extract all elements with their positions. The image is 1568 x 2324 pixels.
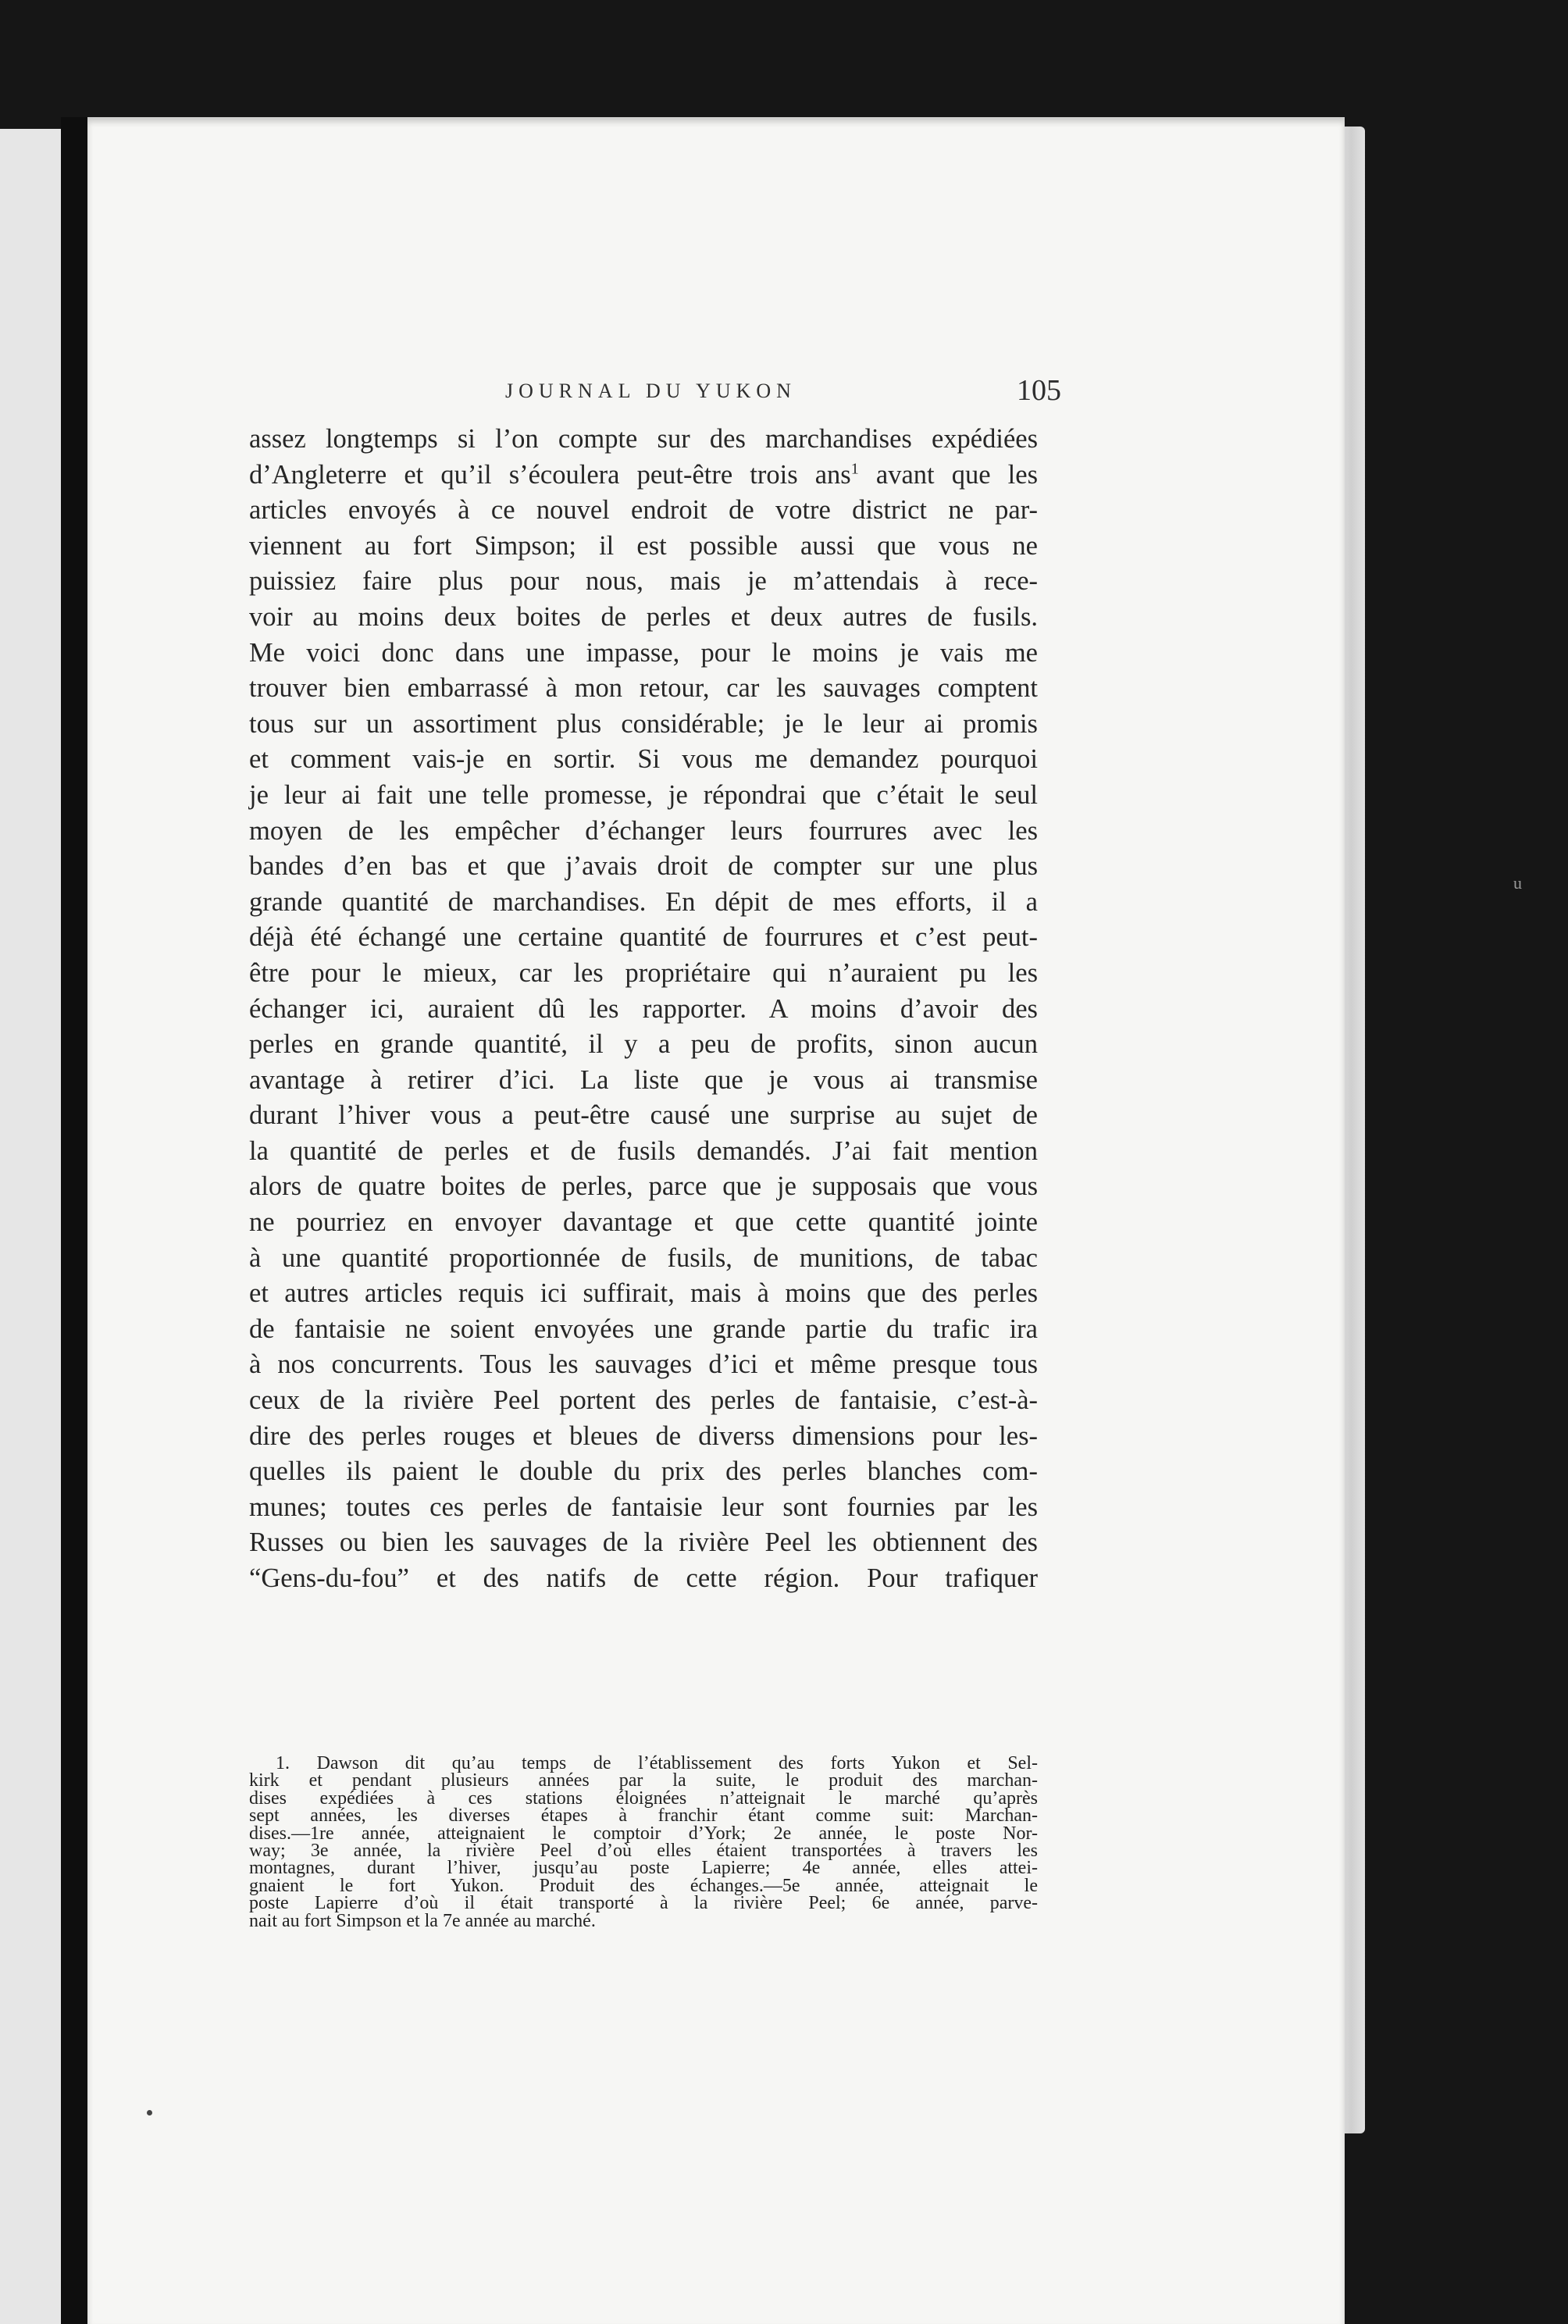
body-line: perles en grande quantité, il y a peu de profits, sinon aucun — [249, 1029, 1038, 1060]
body-line: et comment vais-je en sortir. Si vous me demandez pourquoi — [249, 744, 1038, 775]
footnote-line: way; 3e année, la rivière Peel d’où elles étaient transportées à travers les — [249, 1841, 1038, 1862]
body-line: quelles ils paient le double du prix des perles blanches com- — [249, 1456, 1038, 1487]
body-line-tail: avant que les — [875, 459, 1039, 490]
body-line: à une quantité proportionnée de fusils, de munitions, de tabac — [249, 1242, 1038, 1273]
margin-mark: u — [1513, 873, 1522, 893]
footnote-line: dises.—1re année, atteignaient le comptoir d’York; 2e année, le poste Nor- — [249, 1823, 1038, 1844]
body-line: durant l’hiver vous a peut-être causé une surprise au sujet de — [249, 1100, 1038, 1131]
body-line: puissiez faire plus pour nous, mais je m’attendais à rece- — [249, 566, 1038, 597]
body-line: et autres articles requis ici suffirait, mais à moins que des perles — [249, 1278, 1038, 1309]
footnote-marker: 1 — [850, 460, 859, 478]
body-line-text: d’Angleterre et qu’il s’écoulera peut-être trois ans — [249, 459, 851, 490]
footnote-line: kirk et pendant plusieurs années par la suite, le produit des marchan- — [249, 1770, 1038, 1791]
running-head — [87, 369, 1345, 415]
body-line: Russes ou bien les sauvages de la rivière Peel les obtiennent des — [249, 1527, 1038, 1558]
body-line: assez longtemps si l’on compte sur des marchandises expédiées — [249, 424, 1038, 454]
running-title: JOURNAL DU YUKON — [505, 380, 796, 402]
body-line: “Gens-du-fou” et des natifs de cette région. Pour trafiquer — [249, 1563, 1038, 1593]
body-line: viennent au fort Simpson; il est possible aussi que vous ne — [249, 530, 1038, 561]
body-line: munes; toutes ces perles de fantaisie leur sont fournies par les — [249, 1492, 1038, 1522]
body-line: trouver bien embarrassé à mon retour, car les sauvages comptent — [249, 673, 1038, 704]
body-line: articles envoyés à ce nouvel endroit de votre district ne par- — [249, 495, 1038, 526]
body-line: alors de quatre boites de perles, parce que je supposais que vous — [249, 1171, 1038, 1202]
body-line: être pour le mieux, car les propriétaire qui n’auraient pu les — [249, 957, 1038, 988]
body-line: Me voici donc dans une impasse, pour le moins je vais me — [249, 637, 1038, 668]
footnote-line: sept années, les diverses étapes à franchir étant comme suit: Marchan- — [249, 1805, 1038, 1827]
footnote-line: nait au fort Simpson et la 7e année au marché. — [249, 1910, 596, 1931]
scan-speck — [147, 2110, 152, 2115]
body-text — [249, 422, 1038, 1597]
body-line: à nos concurrents. Tous les sauvages d’ici et même presque tous — [249, 1349, 1038, 1380]
footnote-line: poste Lapierre d’où il était transporté à la rivière Peel; 6e année, parve- — [249, 1893, 1038, 1914]
body-line: la quantité de perles et de fusils demandés. J’ai fait mention — [249, 1135, 1038, 1166]
body-line — [249, 458, 1038, 494]
book-page — [87, 117, 1345, 2324]
body-line: bandes d’en bas et que j’avais droit de compter sur une plus — [249, 851, 1038, 882]
body-line: ceux de la rivière Peel portent des perles de fantaisie, c’est-à- — [249, 1385, 1038, 1416]
body-line: tous sur un assortiment plus considérable; je le leur ai promis — [249, 708, 1038, 739]
body-line: je leur ai fait une telle promesse, je répondrai que c’était le seul — [249, 779, 1038, 810]
body-line: de fantaisie ne soient envoyées une grande partie du trafic ira — [249, 1313, 1038, 1344]
left-page-edge — [0, 129, 61, 2324]
footnote-line: gnaient le fort Yukon. Produit des échanges.—5e année, atteignait le — [249, 1875, 1038, 1896]
body-line: déjà été échangé une certaine quantité de fourrures et c’est peut- — [249, 922, 1038, 953]
body-line: ne pourriez en envoyer davantage et que cette quantité jointe — [249, 1207, 1038, 1238]
footnote-line: dises expédiées à ces stations éloignées n’atteignait le marché qu’après — [249, 1788, 1038, 1809]
body-line: voir au moins deux boites de perles et deux autres de fusils. — [249, 601, 1038, 632]
body-line: moyen de les empêcher d’échanger leurs fourrures avec les — [249, 815, 1038, 846]
body-line: échanger ici, auraient dû les rapporter. A moins d’avoir des — [249, 993, 1038, 1024]
body-line: grande quantité de marchandises. En dépit de mes efforts, il a — [249, 886, 1038, 917]
footnote-line: montagnes, durant l’hiver, jusqu’au poste Lapierre; 4e année, elles attei- — [249, 1858, 1038, 1879]
body-line: dire des perles rouges et bleues de diverss dimensions pour les- — [249, 1420, 1038, 1451]
book-gutter — [61, 117, 87, 2324]
page-number: 105 — [1017, 374, 1061, 407]
footnote-line: 1. Dawson dit qu’au temps de l’établissement des forts Yukon et Sel- — [276, 1753, 1038, 1773]
body-line: avantage à retirer d’ici. La liste que je vous ai transmise — [249, 1064, 1038, 1095]
footnote — [249, 1755, 1038, 1930]
